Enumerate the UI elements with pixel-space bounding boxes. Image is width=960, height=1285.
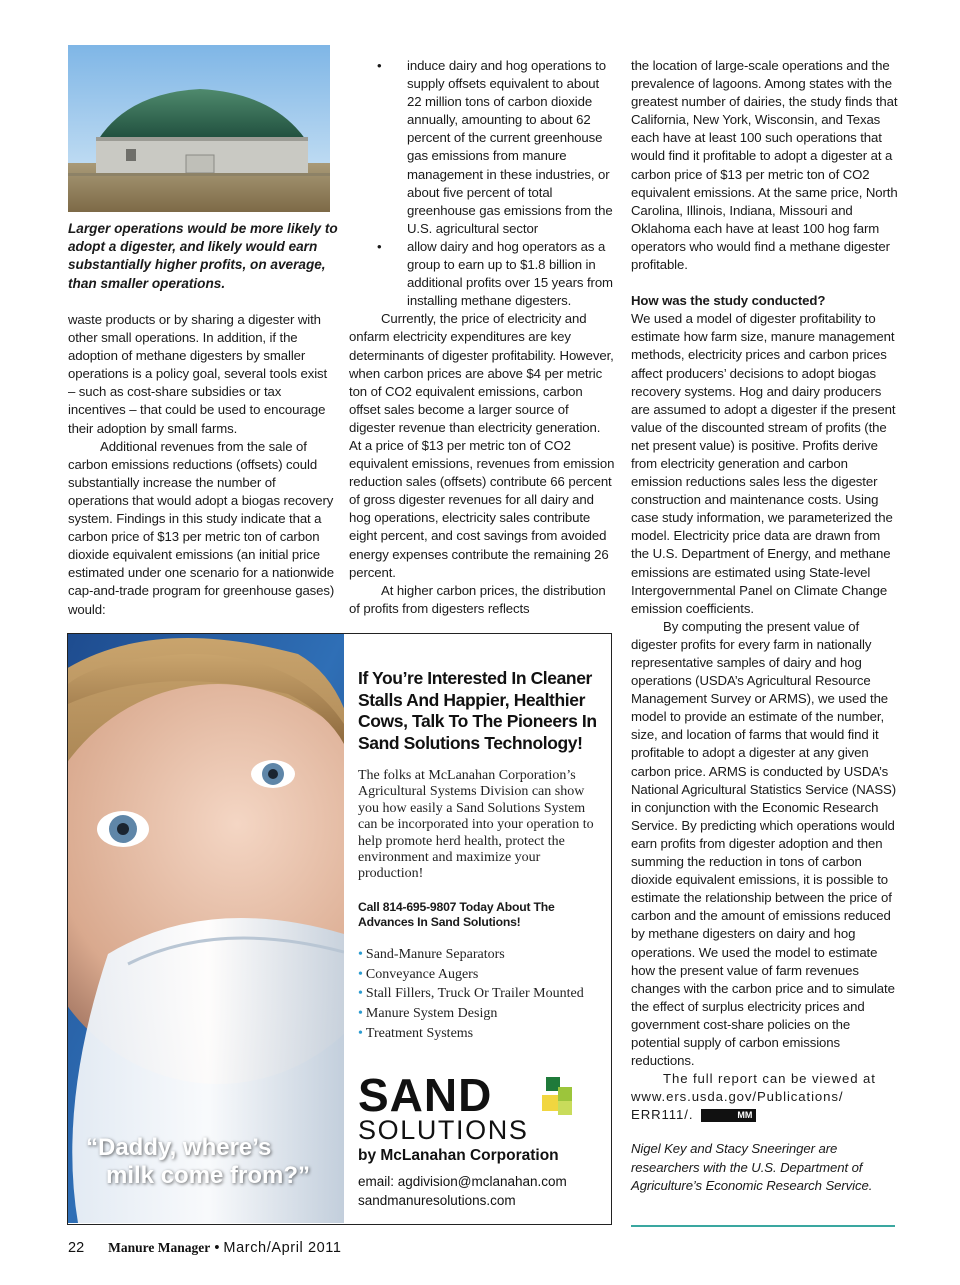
paragraph: By computing the present value of digester profits for every farm in nationally representative samples of dairy and hog operations (USDA’s Agricultural Resource Management Survey or ARMS), we used the model to provide an estimate of the number, size, and location of farms that would find it profitable to adopt a digester at any given carbon price. ARMS is conducted by USDA’s National Agricultural Statistics Service (NASS) in conjunction with the Economic Research Service. By predicting which operations would earn profits from digester adoption and then summing the reduction in tons of carbon dioxide equivalent emissions, it is possible to estimate the relationship between the price of carbon and the amount of emissions reduced by methane digesters on dairy and hog operations. We used the model to estimate how the present value of farm revenues changes with the carbon price and to simulate the effect of surplus electricity prices and government cost-share policies on the potential supply of carbon emissions reductions. <box>631 618 897 1069</box>
end-mark-logo: MM <box>701 1109 756 1122</box>
article-column-1 <box>68 311 336 619</box>
bullet-icon: • <box>358 946 363 962</box>
article-column-3 <box>631 57 899 1195</box>
list-item <box>358 1004 603 1024</box>
ad-quote-line: milk come from?” <box>106 1162 311 1189</box>
ad-headline: If You’re Interested In Cleaner Stalls And Happier, Healthier Cows, Talk To The Pioneers In Sand Solutions Technology! <box>358 668 597 753</box>
findings-list <box>349 57 615 310</box>
logo-tagline: by McLanahan Corporation <box>358 1147 559 1164</box>
footer-separator: • <box>214 1240 220 1256</box>
ad-quote-line: “Daddy, where’s <box>86 1134 272 1161</box>
list-item <box>358 945 603 965</box>
ad-photo-child-drinking-milk <box>68 634 344 1223</box>
paragraph: At higher carbon prices, the distribution of profits from digesters reflects <box>349 582 606 616</box>
ad-quote <box>86 1134 336 1190</box>
ad-email: email: agdivision@mclanahan.com <box>358 1174 567 1189</box>
list-item: • induce dairy and hog operations to supply offsets equivalent to about 22 million tons of carbon dioxide annually, amounting to about 62 percent of the current greenhouse gas emissions from manure management in these industries, or about five percent of total greenhouse gas emissions from the U.S. agricultural sector <box>349 57 615 238</box>
bullet-icon: • <box>358 1006 363 1022</box>
ad-website: sandmanuresolutions.com <box>358 1193 516 1208</box>
list-item-label: Manure System Design <box>365 1006 498 1022</box>
list-item-label: Sand-Manure Separators <box>365 946 505 962</box>
paragraph: the location of large-scale operations and the prevalence of lagoons. Among states with the greatest number of dairies, the study finds that California, New York, Wisconsin, and Texas each have at least 100 such operations that would find it profitable to adopt a digester at a carbon price of $13 per metric ton of CO2 equivalent emissions. At the same price, North Carolina, Illinois, Indiana, Missouri and Oklahoma each have at least 100 hog farm operators who would find a methane digester profitable. <box>631 58 898 273</box>
methane-digester-dome-photo <box>68 45 330 212</box>
paragraph: We used a model of digester profitability to estimate how farm size, manure management methods, electricity prices and carbon prices affect producers’ decisions to adopt biogas recovery systems. Hog and dairy producers are assumed to adopt a digester if the present value of the discounted stream of profits (the net present value) is positive. Profits derive from electricity generation and carbon emission reductions sales less the digester construction and maintenance costs. Using case study information, we parameterized the model. Electricity price data are drawn from the U.S. Department of Energy, and methane emissions are estimated using State-level Intergovernmental Panel on Climate Change emission coefficients. <box>631 311 896 616</box>
photo-caption: Larger operations would be more likely to adopt a digester, and likely would earn substantially higher profits, on average, than smaller operations. <box>68 221 338 291</box>
issue-date: March/April 2011 <box>223 1240 342 1256</box>
logo-wordmark-sand: SAND <box>358 1069 493 1121</box>
page-footer <box>68 1240 342 1256</box>
bullet-icon: • <box>358 1026 363 1042</box>
report-link-paragraph <box>631 1070 899 1124</box>
bullet-icon: • <box>358 966 363 982</box>
paragraph: Additional revenues from the sale of carbon emissions reductions (offsets) could substantially increase the number of operations that would adopt a biogas recovery system. Findings in this study indicate that a carbon price of $13 per metric ton of carbon dioxide equivalent emissions (an initial price estimated under one scenario for a nationwide cap-and-trade program for greenhouse gases) would: <box>68 438 335 617</box>
ad-copy <box>358 668 603 1044</box>
section-heading: How was the study conducted? <box>631 293 826 309</box>
methane-digester-photo <box>68 45 330 212</box>
list-item <box>358 1024 603 1044</box>
list-item <box>358 984 603 1004</box>
ad-contact-info <box>358 1172 567 1210</box>
list-item-label: Conveyance Augers <box>365 966 479 982</box>
list-item-label: Stall Fillers, Truck Or Trailer Mounted <box>365 986 584 1002</box>
author-bio: Nigel Key and Stacy Sneeringer are researchers with the U.S. Department of Agriculture’s Economic Research Service. <box>631 1141 873 1193</box>
ad-product-list <box>358 945 603 1044</box>
magazine-title: Manure Manager <box>108 1240 211 1255</box>
column-divider-rule <box>631 1225 895 1227</box>
logo-wordmark-solutions: SOLUTIONS <box>358 1115 529 1145</box>
list-item-label: Treatment Systems <box>365 1026 474 1042</box>
paragraph: waste products or by sharing a digester with other small operations. In addition, if the adoption of methane digesters by smaller operations is a policy goal, several tools exist – such as cost-share subsidies or tax incentives – that could be used to encourage their adoption by small farms. <box>68 312 328 436</box>
article-column-2 <box>349 57 615 618</box>
page-number: 22 <box>68 1240 85 1256</box>
report-link-text: The full report can be viewed at www.ers.usda.gov/Publications/ ERR111/. <box>631 1071 876 1123</box>
ad-call-to-action: Call 814-695-9807 Today About The Advances In Sand Solutions! <box>358 899 555 930</box>
list-item: • allow dairy and hog operators as a group to earn up to $1.8 billion in additional profits over 15 years from installing methane digesters. <box>349 238 615 310</box>
paragraph: Currently, the price of electricity and onfarm electricity expenditures are key determinants of digester profitability. However, when carbon prices are above $4 per metric ton of CO2 equivalent emissions, carbon offset sales become a larger source of digester revenue than electricity generation. At a price of $13 per metric ton of CO2 equivalent emissions, revenues from emission reduction sales (offsets) contribute 66 percent of gross digester revenues for all dairy and hog operations, electricity sales contribute eight percent, and cost savings from avoided energy expenses contribute the remaining 26 percent. <box>349 311 615 580</box>
logo-squares-icon <box>538 1077 578 1117</box>
ad-body-text: The folks at McLanahan Corporation’s Agricultural Systems Division can show you how easily a Sand Solutions System can be incorporated into your operation to help promote herd health, protect the environment and maximize your production! <box>358 768 594 882</box>
bullet-icon: • <box>358 986 363 1002</box>
sand-solutions-advertisement <box>67 633 612 1225</box>
list-item <box>358 965 603 985</box>
